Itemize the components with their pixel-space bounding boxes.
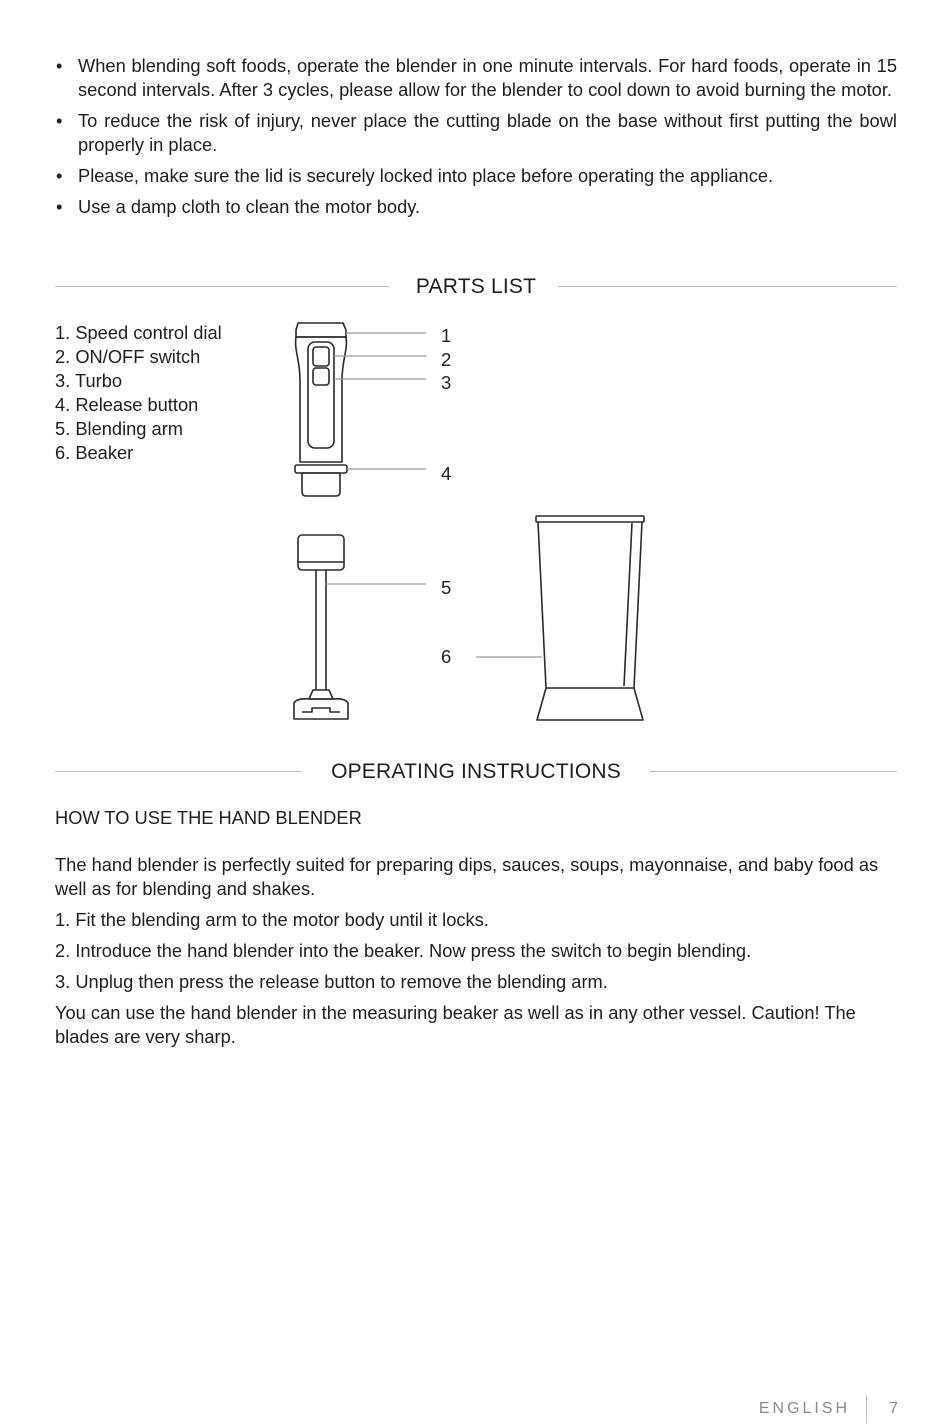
parts-list-item: 5. Blending arm: [55, 418, 184, 439]
parts-list-item: 1. Speed control dial: [55, 322, 222, 343]
bullet-text: Use a damp cloth to clean the motor body.: [78, 196, 421, 217]
parts-list-item: 2. ON/OFF switch: [55, 346, 201, 367]
page-number: 7: [889, 1400, 898, 1417]
footer-language: ENGLISH: [758, 1400, 851, 1417]
beaker-drawing: [536, 516, 644, 720]
heading-rule-right: [650, 771, 897, 772]
closing-paragraph: You can use the hand blender in the measuring beaker as well as in any other vessel. Caution! The blades are very sharp.: [55, 1002, 856, 1047]
bullet-text: When blending soft foods, operate the blender in one minute intervals. For hard foods, operate in 15 second intervals. After 3 cycles, please allow for the blender to cool down to avoid burning the motor.: [78, 55, 897, 100]
step-item: 3. Unplug then press the release button to remove the blending arm.: [55, 971, 608, 992]
step-item: 2. Introduce the hand blender into the beaker. Now press the switch to begin blending.: [55, 940, 752, 961]
footer-divider: [866, 1395, 867, 1423]
callout-number: 6: [441, 646, 452, 667]
bullet-text: To reduce the risk of injury, never place the cutting blade on the base without first putting the bowl properly in place.: [78, 110, 897, 155]
bullet-symbol: •: [56, 196, 63, 217]
operating-instructions-title: OPERATING INSTRUCTIONS: [331, 760, 621, 783]
callout-number: 3: [441, 372, 452, 393]
page-footer: [759, 1392, 898, 1426]
parts-list-item: 3. Turbo: [55, 370, 123, 391]
parts-list-title: PARTS LIST: [415, 275, 537, 298]
bullet-symbol: •: [56, 55, 63, 76]
operating-instructions-heading: [55, 757, 897, 787]
bullet-symbol: •: [56, 110, 63, 131]
callout-number: 5: [441, 577, 452, 598]
blending-arm-drawing: [294, 535, 348, 719]
how-to-use-subheading: HOW TO USE THE HAND BLENDER: [55, 807, 362, 828]
callout-number: 4: [441, 463, 452, 484]
step-item: 1. Fit the blending arm to the motor body until it locks.: [55, 909, 489, 930]
parts-list-item: 6. Beaker: [55, 442, 134, 463]
motor-body-drawing: [295, 323, 347, 496]
callout-number: 2: [441, 349, 452, 370]
bullet-text: Please, make sure the lid is securely locked into place before operating the appliance.: [78, 165, 774, 186]
parts-list-item: 4. Release button: [55, 394, 199, 415]
callout-number: 1: [441, 325, 452, 346]
intro-paragraph: The hand blender is perfectly suited for preparing dips, sauces, soups, mayonnaise, and baby food as well as for blending and shakes.: [55, 854, 879, 899]
bullet-symbol: •: [56, 165, 63, 186]
